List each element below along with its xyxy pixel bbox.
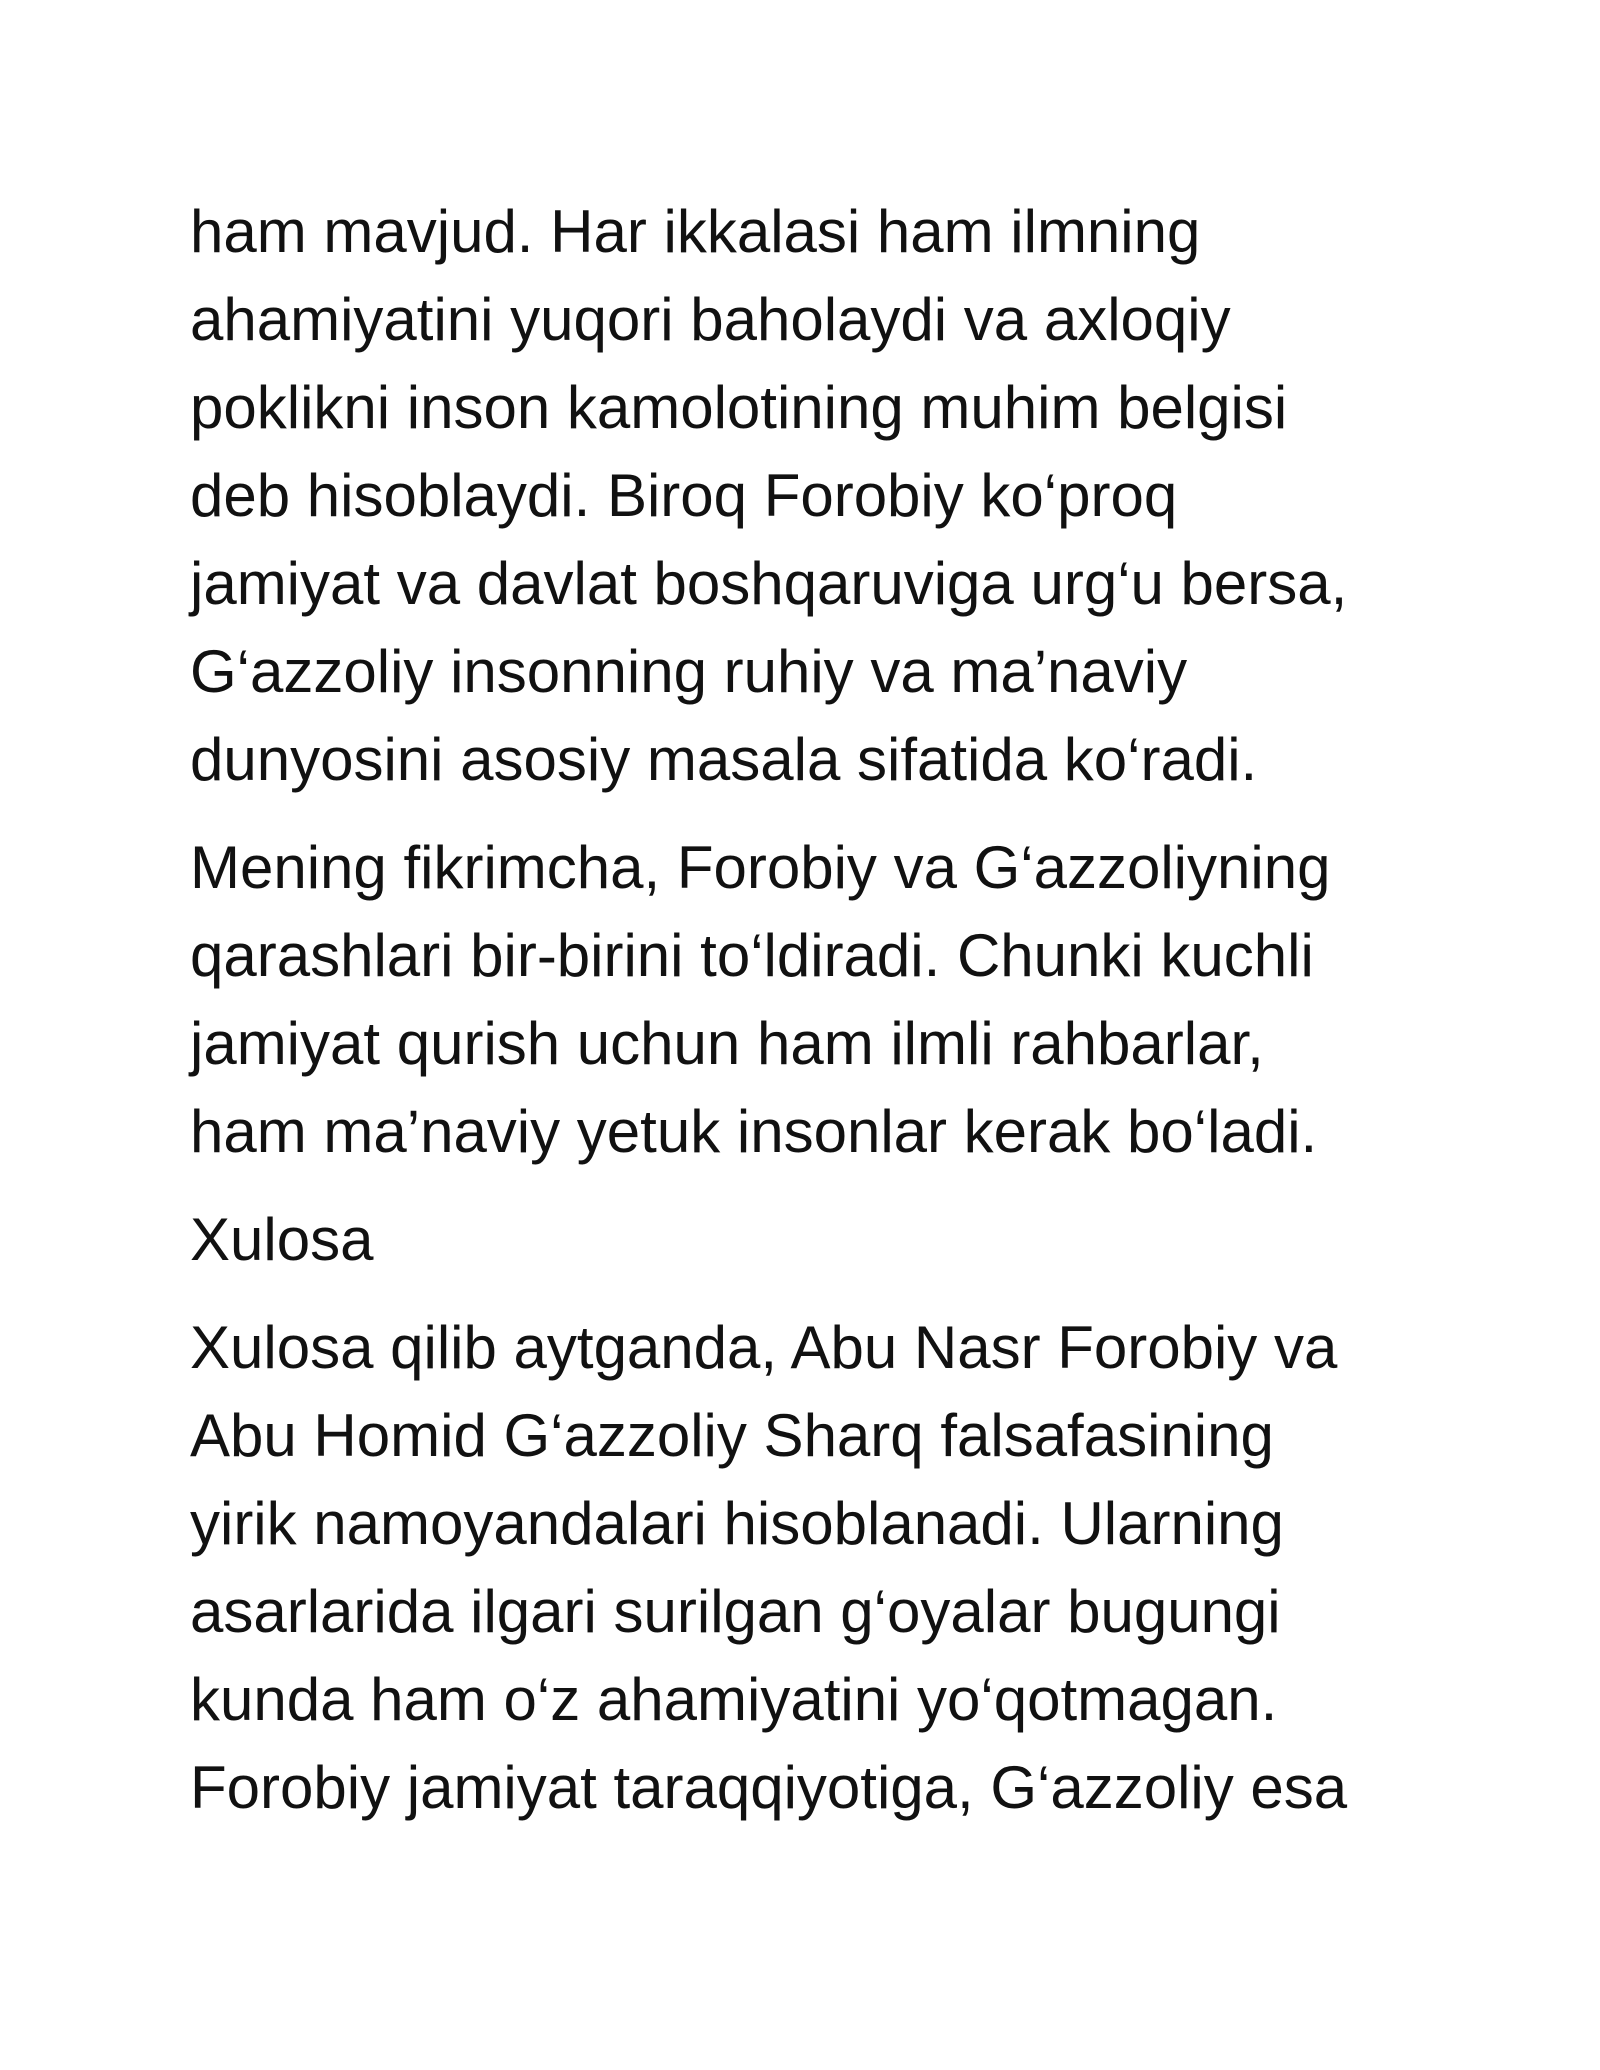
paragraph-gap bbox=[190, 1284, 1450, 1304]
text-line: Abu Homid G‘azzoliy Sharq falsafasining bbox=[190, 1402, 1274, 1469]
text-line: deb hisoblaydi. Biroq Forobiy ko‘proq bbox=[190, 462, 1178, 529]
text-line: jamiyat qurish uchun ham ilmli rahbarlar, bbox=[190, 1010, 1264, 1077]
paragraph-comparison bbox=[190, 188, 1450, 804]
document-body bbox=[190, 188, 1450, 1832]
heading-text: Xulosa bbox=[190, 1206, 374, 1273]
paragraph-opinion bbox=[190, 824, 1450, 1176]
text-line: Forobiy jamiyat taraqqiyotiga, G‘azzoliy esa bbox=[190, 1754, 1348, 1821]
text-line: jamiyat va davlat boshqaruviga urg‘u bersa, bbox=[190, 550, 1348, 617]
text-line: asarlarida ilgari surilgan g‘oyalar bugungi bbox=[190, 1578, 1281, 1645]
text-line: qarashlari bir-birini to‘ldiradi. Chunki kuchli bbox=[190, 922, 1314, 989]
text-line: ahamiyatini yuqori baholaydi va axloqiy bbox=[190, 286, 1231, 353]
paragraph-gap bbox=[190, 804, 1450, 824]
paragraph-gap bbox=[190, 1176, 1450, 1196]
text-line: Mening fikrimcha, Forobiy va G‘azzoliyning bbox=[190, 834, 1331, 901]
text-line: yirik namoyandalari hisoblanadi. Ularning bbox=[190, 1490, 1284, 1557]
text-line: dunyosini asosiy masala sifatida ko‘radi. bbox=[190, 726, 1258, 793]
text-line: kunda ham o‘z ahamiyatini yo‘qotmagan. bbox=[190, 1666, 1278, 1733]
text-line: ham ma’naviy yetuk insonlar kerak bo‘ladi. bbox=[190, 1098, 1318, 1165]
text-line: ham mavjud. Har ikkalasi ham ilmning bbox=[190, 198, 1201, 265]
section-heading-conclusion bbox=[190, 1196, 1450, 1284]
text-line: G‘azzoliy insonning ruhiy va ma’naviy bbox=[190, 638, 1188, 705]
paragraph-conclusion bbox=[190, 1304, 1450, 1832]
text-line: poklikni inson kamolotining muhim belgisi bbox=[190, 374, 1288, 441]
text-line: Xulosa qilib aytganda, Abu Nasr Forobiy va bbox=[190, 1314, 1338, 1381]
